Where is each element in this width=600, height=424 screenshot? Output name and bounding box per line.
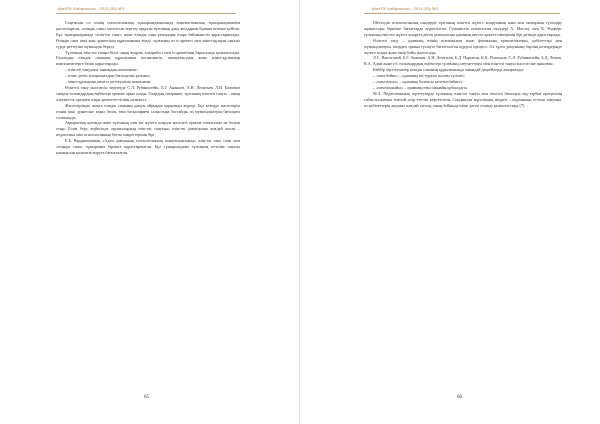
paragraph: Ақпараттық қоғамда жеке тұлғаның өзін-өзі жүзеге асыруы мәселесі ерекше өзектілікке ие болып отыр. Білім беру жүйесінде оқушылардың өзін-өзі тануына, өзін-өзі дамытуына жағдай жасау – педагогика мен психологияның басты міндеттерінің бірі.: [56, 120, 240, 138]
paragraph: – «мен-бейне» – адамның өзі туралы жалпы түсінігі;: [373, 73, 465, 79]
paragraph: – «мен-шынайы» – адамның өзін шынайы қабылдауы.: [373, 84, 468, 90]
paragraph: Соңғысын ол өзінің психологиялық тұжырымдамасында лингвистикалық тұжырымдамамен ұштастырған, «өзіндік сана» мәселесін зерттеу арқылы тұлғаның даму жолдарын бірінші кезекке қойған. Бұл тұжырымдамада «өзін-өзі тану» және өзіндік сана ұғымдары өзара байланысты қарастырылады. Өзіндік сана ішкі жан дүниесінің құрылымына енеді, тұлғаның өз іс-әрекеті мен мінез-құлқын саналы түрде реттеуіне мүмкіндік береді.: [56, 20, 240, 49]
paragraph: Е.Б. Вардакшиятың «Адам дамуының психологиялық концепциясында» өзін-өзі тану ілімі мен «өзіндік сана» тұжырымы бірлікте қарастырылған. Бұл тұжырымдама тұлғаның өз-өзіне саналы қатынасын қалыптастыруға бағытталған.: [56, 138, 240, 155]
paragraph: Л.С. Выготский, Б.Г. Ананьев, А.Н. Леонтьев, Б.Д. Парыгин, К.К. Платонов, С.Л. Рубинштейн, Б.Д. Ломов, В.А. Адам және т.б. ғалымдардың еңбектері тұлғаның әлеуметтенуі мен өзін-өзі тануы мәселесіне арналған.: [364, 55, 562, 67]
header-rule: [364, 13, 560, 14]
right-page: [300, 0, 600, 424]
paragraph: Тұлғаның өзін-өзі танып-білуі оның өмірлік тәжірибесі мен іс-әрекетінің барысында қалыптасады. Ғалымдар өзіндік сананың құрылымын когнитивтік, эмоционалдық және мінез-құлықтық компоненттерге бөліп қарастырады.: [56, 49, 240, 67]
paragraph: – өзіне деген эмоционалдық-бағалаушы қатынас;: [65, 73, 151, 79]
paragraph: – өзін-өзі танудағы танымдық компонент;: [65, 67, 138, 73]
paragraph: Шетелдік психологиялық пәндерде тұлғаның өзін-өзі жүзеге асыруының мәні мен мазмұнын түсіндіру жұмыстары бірнеше бағыттарда жүргізілген. Гуманистік психология өкілдері А. Маслоу мен К. Роджерс тұлғаның өзін-өзі жүзеге асыруға деген ұмтылысын адамның негізгі қажеттіліктерінің бірі ретінде қарастырады.: [364, 20, 562, 37]
page-number: 65: [144, 395, 149, 400]
page-number: 66: [457, 395, 462, 400]
paragraph: – мінез-құлықтық немесе реттеушілік компонент.: [65, 79, 152, 85]
paragraph: Кейбір зерттеушілер өзіндік сананың құрылымында мынадай деңгейлерді ажыратады:: [373, 67, 525, 73]
paragraph: Өзін-өзі тану мәселесін зерттеуде С.Л. Рубинштейн, Б.Г. Ананьев, А.Н. Леонтьев, Л.И. Божович сияқты ғалымдардың еңбектері ерекше орын алады. Олардың пікірінше, тұлғаның өзін-өзі тануы – оның әлеуметтік ортамен өзара әрекеттестігінің нәтижесі.: [56, 84, 240, 102]
running-header: ҚазҰПУ Хабаршысы - 2013 (30) №1: [58, 6, 125, 11]
paragraph: Өзін-өзі тану – адамның өзінің психикалық және физикалық ерекшеліктерін, қабілеттері мен мүмкіндіктерін, өмірдегі орнын түсінуге бағытталған күрделі процесс. Ол тұлға дамуының барлық кезеңдерінде жүзеге асады және өмір бойы жалғасады.: [364, 37, 562, 55]
header-rule: [56, 13, 236, 14]
paragraph: – «мен-идеал» – адамның болғысы келетін бейнесі;: [373, 79, 463, 85]
body-text: [56, 20, 240, 382]
body-text: [364, 20, 562, 364]
running-header: ҚазҰПУ Хабаршысы - 2013 (30) №1: [372, 6, 439, 11]
paragraph: М.А. Педагогикалық зерттеулерде тұлғаның өзін-өзі тануы мен өзін-өзі бағалауы оқу-тәрбие процесінің табыстылығына тікелей әсер ететіні көрсетілген. Сондықтан мұғалімнің міндеті – оқушының өз-өзін тануына, өз қабілеттерін ашуына жағдай туғызу, оның бойында өзіне деген сенімді қалыптастыру [7].: [364, 90, 562, 108]
paragraph: Жасөспірімдік шақта өзіндік сананың дамуы айрықша қарқынды жүреді. Бұл кезеңде жасөспірім өзінің ішкі дүниесіне көңіл бөліп, өзін басқалармен салыстыра бастайды, өз мүмкіндіктерін бағалауға талпынады.: [56, 102, 240, 120]
